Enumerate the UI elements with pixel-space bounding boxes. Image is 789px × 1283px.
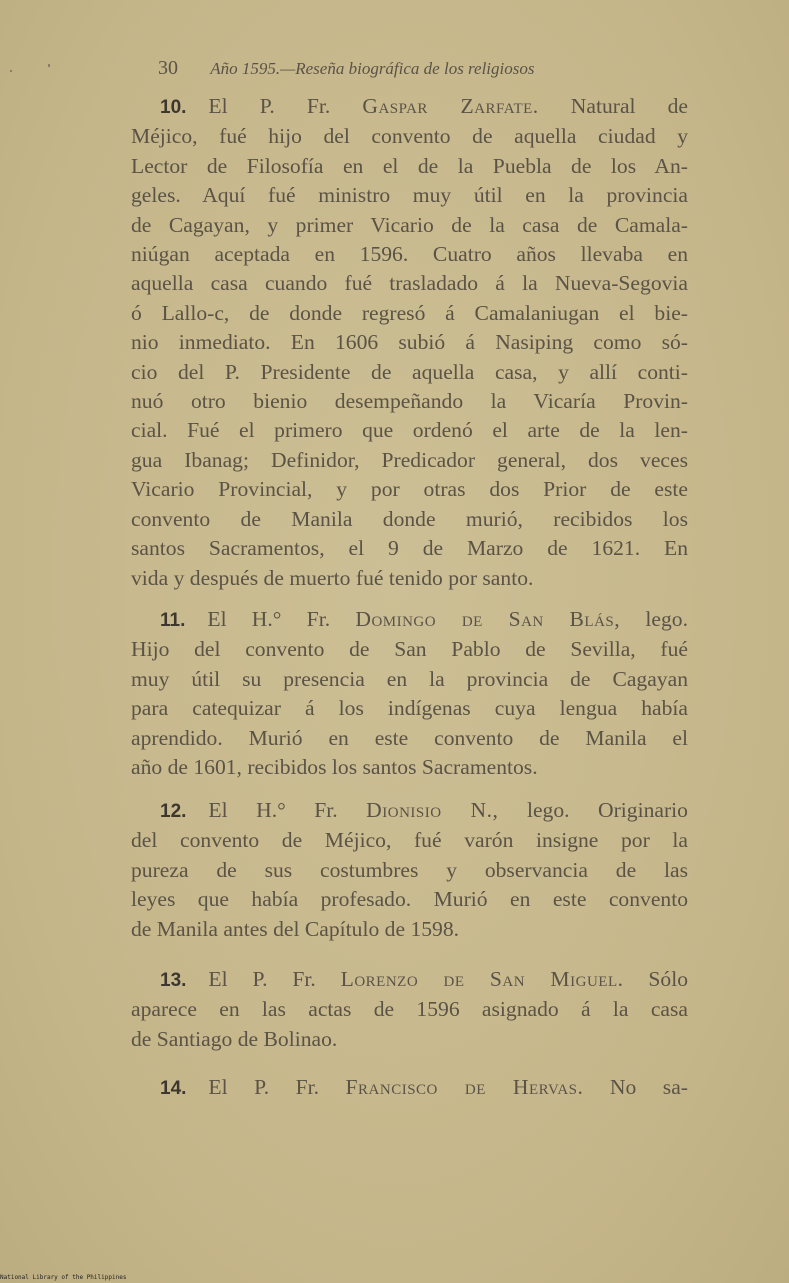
text-line: No sa- (609, 1075, 688, 1099)
entry-10 (131, 92, 688, 593)
text-line: geles. Aquí fué ministro muy útil en la provincia (131, 183, 688, 208)
text-line: Sólo (648, 967, 688, 991)
text-line: Natural de (570, 94, 689, 118)
scan-speck (10, 70, 12, 72)
text-line: Lector de Filosofía en el de la Puebla de los An- (131, 153, 688, 178)
text-line: año de 1601, recibidos los santos Sacramentos. (131, 755, 538, 780)
entry-12 (131, 796, 688, 944)
text-line: de Cagayan, y primer Vicario de la casa de Camala- (131, 212, 688, 237)
text-line: de Santiago de Bolinao. (131, 1026, 338, 1051)
text-line: aprendido. Murió en este convento de Manila el (131, 725, 688, 750)
text-line: vida y después de muerto fué tenido por santo. (131, 565, 534, 590)
text-line: convento de Manila donde murió, recibidos los (131, 506, 688, 531)
text-line: aquella casa cuando fué trasladado á la Nueva-Segovia (131, 271, 688, 296)
text-line: muy útil su presencia en la provincia de Cagayan (131, 666, 688, 691)
text-line: leyes que había profesado. Murió en este convento (131, 887, 688, 912)
entry-number: 10. (160, 97, 187, 118)
text-line: santos Sacramentos, el 9 de Marzo de 1621. En (131, 536, 688, 561)
page-header (158, 57, 678, 80)
entry-number: 12. (160, 801, 187, 822)
text-line: nuó otro bienio desempeñando la Vicaría Provin- (131, 389, 688, 414)
scan-speck (48, 64, 50, 67)
text-line: niúgan aceptada en 1596. Cuatro años llevaba en (131, 242, 688, 267)
text-line: Vicario Provincial, y por otras dos Prior de este (131, 477, 688, 502)
text-line: gua Ibanag; Definidor, Predicador general, dos veces (131, 447, 688, 472)
entry-name: Dionisio N., (366, 798, 499, 822)
entry-title-prefix: El H.° Fr. (208, 798, 338, 822)
text-line: aparece en las actas de 1596 asignado á la casa (131, 997, 688, 1022)
text-line: nio inmediato. En 1606 subió á Nasiping como só- (131, 330, 688, 355)
text-line: Méjico, fué hijo del convento de aquella ciudad y (131, 124, 688, 149)
entry-title-prefix: El P. Fr. (208, 967, 316, 991)
text-line: lego. (645, 607, 688, 631)
entry-number: 11. (160, 610, 186, 631)
entry-number: 13. (160, 970, 187, 991)
entry-11 (131, 605, 688, 782)
text-line: de Manila antes del Capítulo de 1598. (131, 916, 460, 941)
text-line: cial. Fué el primero que ordenó el arte de la len- (131, 418, 688, 443)
text-line: para catequizar á los indígenas cuya lengua había (131, 696, 688, 721)
text-line: del convento de Méjico, fué varón insigne por la (131, 828, 688, 853)
entry-title-prefix: El H.° Fr. (207, 607, 331, 631)
entry-title-prefix: El P. Fr. (208, 94, 331, 118)
entry-name: Domingo de San Blás, (355, 607, 621, 631)
running-title: Año 1595.—Reseña biográfica de los religiosos (210, 59, 535, 78)
page-number: 30 (158, 57, 178, 79)
library-credit: National Library of the Philippines (0, 1274, 127, 1281)
entry-13 (131, 965, 688, 1054)
entry-number: 14. (160, 1078, 187, 1099)
text-line: ó Lallo-c, de donde regresó á Camalaniugan el bie- (131, 300, 688, 325)
entry-name: Francisco de Hervas. (345, 1075, 584, 1099)
entry-name: Gaspar Zarfate. (362, 94, 539, 118)
text-line: pureza de sus costumbres y observancia de las (131, 857, 688, 882)
entry-title-prefix: El P. Fr. (208, 1075, 320, 1099)
text-line: lego. Originario (526, 798, 688, 822)
entry-name: Lorenzo de San Miguel. (340, 967, 624, 991)
text-line: Hijo del convento de San Pablo de Sevilla, fué (131, 637, 688, 662)
text-line: cio del P. Presidente de aquella casa, y allí conti- (131, 359, 688, 384)
entry-14 (131, 1073, 688, 1103)
